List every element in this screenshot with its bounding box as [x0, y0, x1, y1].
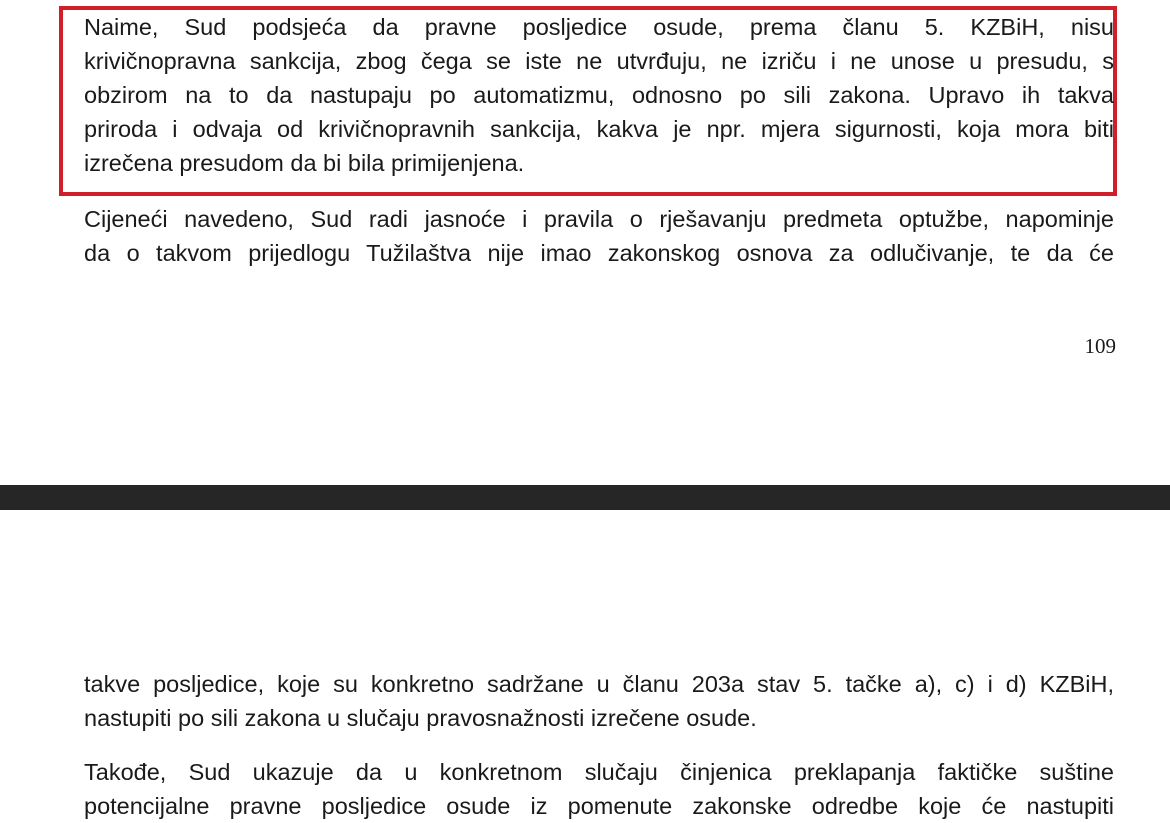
text-line: potencijalne pravne posljedice osude iz pomenute zakonske odredbe koje će nastupiti	[84, 793, 1114, 819]
paragraph	[84, 755, 1114, 823]
text-line: izrečena presudom da bi bila primijenjena.	[84, 150, 525, 176]
text-line: obzirom na to da nastupaju po automatizmu, odnosno po sili zakona. Upravo ih takva	[84, 82, 1114, 108]
paragraph	[84, 202, 1114, 270]
paragraph	[84, 667, 1114, 735]
text-line: nastupiti po sili zakona u slučaju pravosnažnosti izrečene osude.	[84, 705, 757, 731]
text-line: Naime, Sud podsjeća da pravne posljedice osude, prema članu 5. KZBiH, nisu	[84, 14, 1114, 40]
text-line: Cijeneći navedeno, Sud radi jasnoće i pravila o rješavanju predmeta optužbe, napominje	[84, 206, 1114, 232]
text-line: takve posljedice, koje su konkretno sadržane u članu 203a stav 5. tačke a), c) i d) KZBiH,	[84, 671, 1114, 697]
text-line: priroda i odvaja od krivičnopravnih sankcija, kakva je npr. mjera sigurnosti, koja mora biti	[84, 116, 1114, 142]
document-page-bottom	[0, 510, 1170, 819]
page-separator	[0, 485, 1170, 510]
page-number: 109	[1084, 334, 1116, 358]
highlighted-paragraph	[84, 10, 1114, 180]
text-line: Takođe, Sud ukazuje da u konkretnom slučaju činjenica preklapanja faktičke suštine	[84, 759, 1114, 785]
text-line: krivičnopravna sankcija, zbog čega se iste ne utvrđuju, ne izriču i ne unose u presudu, s	[84, 48, 1114, 74]
text-line: da o takvom prijedlogu Tužilaštva nije imao zakonskog osnova za odlučivanje, te da će	[84, 240, 1114, 266]
